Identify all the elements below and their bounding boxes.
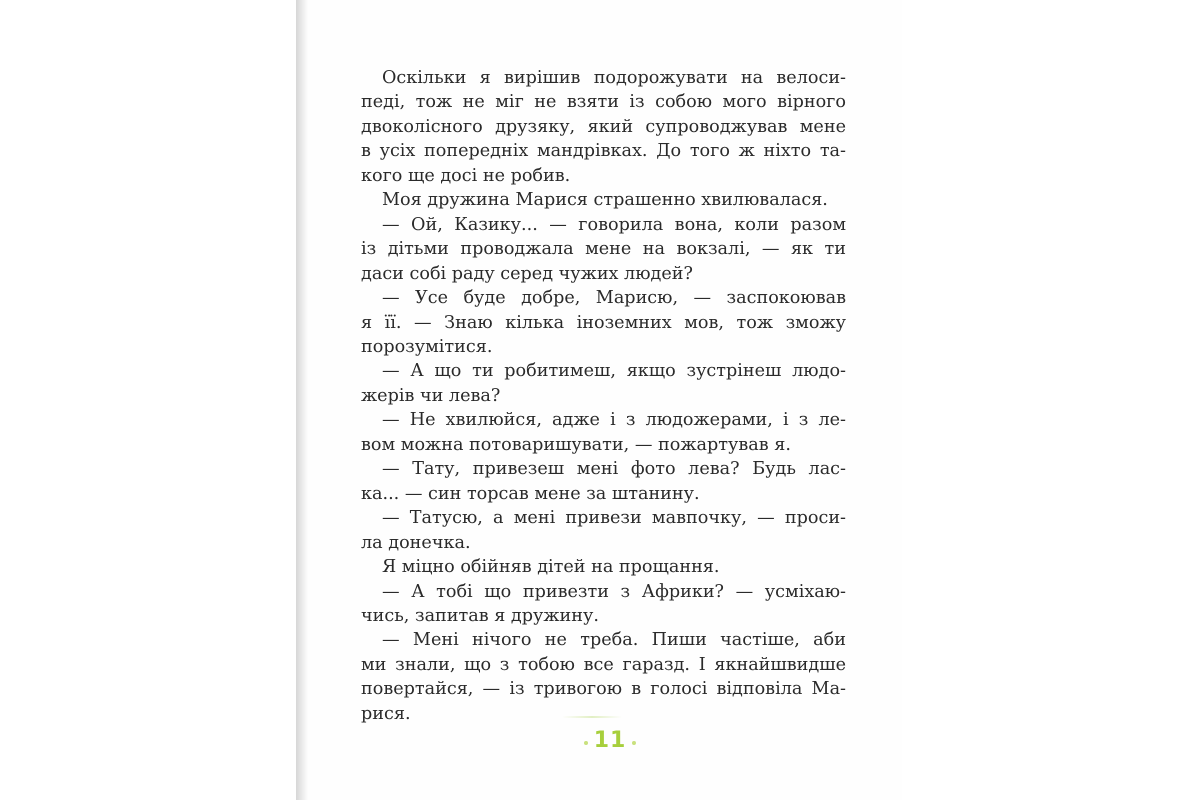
story-text bbox=[361, 66, 846, 726]
text-line: даси собі раду серед чужих людей? bbox=[361, 263, 693, 284]
text-line: — А тобі що привезти з Африки? — усміхаю- bbox=[382, 581, 846, 602]
text-line: із дітьми проводжала мене на вокзалі, — як ти bbox=[361, 239, 846, 260]
text-line: кого ще досі не робив. bbox=[361, 165, 571, 186]
page-number: 11 bbox=[593, 728, 627, 753]
text-line: педі, тож не міг не взяти із собою мого вірного bbox=[361, 92, 846, 113]
text-line: — Не хвилюйся, адже і з людожерами, і з ле- bbox=[382, 410, 846, 431]
text-line: Моя дружина Марися страшенно хвилювалася. bbox=[382, 190, 828, 211]
text-line: — Усе буде добре, Марисю, — заспокоював bbox=[382, 288, 846, 309]
text-line: Я міцно обійняв дітей на прощання. bbox=[382, 557, 720, 578]
text-line: в усіх попередніх мандрівках. До того ж ніхто та- bbox=[361, 141, 846, 162]
text-line: ми знали, що з тобою все гаразд. І якнайшвидше bbox=[361, 654, 846, 675]
text-line: я її. — Знаю кілька іноземних мов, тож зможу bbox=[361, 312, 846, 333]
text-line: — Тату, привезеш мені фото лева? Будь лас- bbox=[382, 459, 846, 480]
page-number-block bbox=[560, 728, 660, 768]
page-ornament bbox=[562, 716, 622, 718]
text-line: повертайся, — із тривогою в голосі відповіла Ма- bbox=[361, 679, 846, 700]
text-line: — А що ти робитимеш, якщо зустрінеш людо- bbox=[382, 361, 846, 382]
text-line: порозумітися. bbox=[361, 336, 493, 357]
text-line: — Ой, Казику... — говорила вона, коли разом bbox=[382, 214, 846, 235]
text-line: — Мені нічого не треба. Пиши частіше, аби bbox=[382, 630, 846, 651]
dot-decoration-right bbox=[632, 741, 636, 745]
text-line: жерів чи лева? bbox=[361, 385, 501, 406]
text-line: — Татусю, а мені привези мавпочку, — проси- bbox=[382, 508, 846, 529]
text-line: ка... — син торсав мене за штанину. bbox=[361, 483, 700, 504]
page-gutter-shadow bbox=[296, 0, 308, 800]
dot-decoration-left bbox=[584, 741, 588, 745]
text-line: ла донечка. bbox=[361, 532, 471, 553]
text-line: вом можна потоваришувати, — пожартував я. bbox=[361, 434, 791, 455]
text-line: рися. bbox=[361, 703, 411, 724]
text-line: чись, запитав я дружину. bbox=[361, 605, 599, 626]
text-line: двоколісного друзяку, який супроводжував мене bbox=[361, 116, 846, 137]
text-line: Оскільки я вирішив подорожувати на велоси- bbox=[382, 68, 846, 88]
